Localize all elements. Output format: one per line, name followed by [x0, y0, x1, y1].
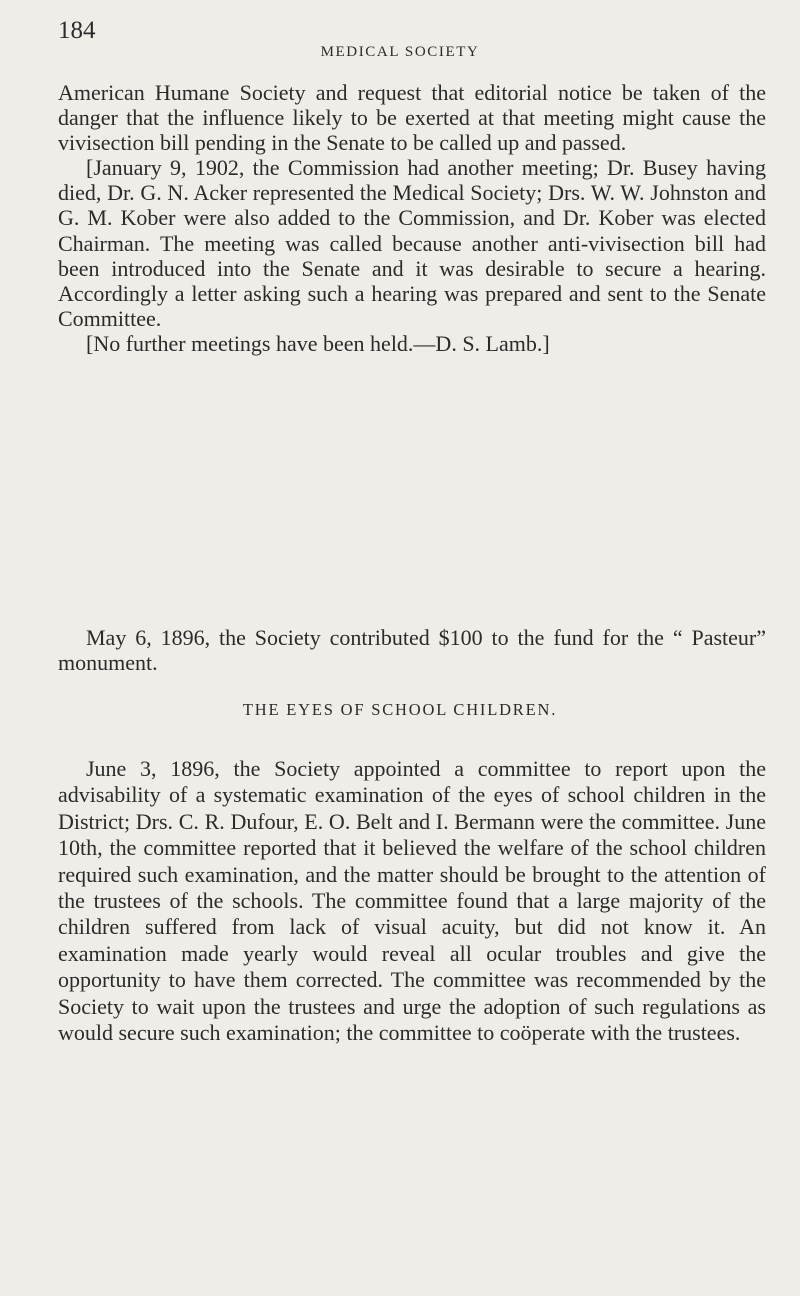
paragraph-editor-note: [No further meetings have been held.—D. S. Lamb.] — [86, 330, 550, 356]
running-head: MEDICAL SOCIETY — [320, 44, 480, 60]
page-number: 184 — [58, 17, 96, 44]
pasteur-block — [58, 625, 766, 675]
paragraph-commission-meeting: [January 9, 1902, the Commission had another meeting; Dr. Busey having died, Dr. G. N. Acker represented the Medical Society; Drs. W. W. Johnston and G. M. Kober were also added to the Commission, and Dr. Kober was elected Chairman. The meeting was called because another anti-vivisection bill had been introduced into the Senate and it was desirable to secure a hearing. Accordingly a letter asking such a hearing was prepared and sent to the Senate Committee. — [58, 155, 766, 331]
paragraph-pasteur-monument: May 6, 1896, the Society contributed $100 to the fund for the “ Pasteur” monument. — [58, 625, 766, 676]
paragraph-humane-society: American Humane Society and request that editorial notice be taken of the danger that the influence likely to be exerted at that meeting might cause the vivisection bill pending in the Senate to be called up and passed. — [58, 80, 766, 156]
top-text-block — [58, 80, 766, 356]
section-heading: THE EYES OF SCHOOL CHILDREN. — [242, 700, 558, 719]
paragraph-school-children: June 3, 1896, the Society appointed a committee to report upon the advisability of a systematic examination of the eyes of school children in the District; Drs. C. R. Dufour, E. O. Belt and I. Bermann were the committee. June 10th, the committee reported that it believed the welfare of the school children required such examination, and the matter should be brought to the attention of the trustees of the schools. The committee found that a large majority of the children suffered from lack of visual acuity, but did not know it. An examination made yearly would reveal all ocular troubles and give the opportunity to have them corrected. The committee was recommended by the Society to wait upon the trustees and urge the adoption of such regulations as would secure such examination; the committee to coöperate with the trustees. — [58, 756, 766, 1046]
school-children-block — [58, 756, 766, 1046]
